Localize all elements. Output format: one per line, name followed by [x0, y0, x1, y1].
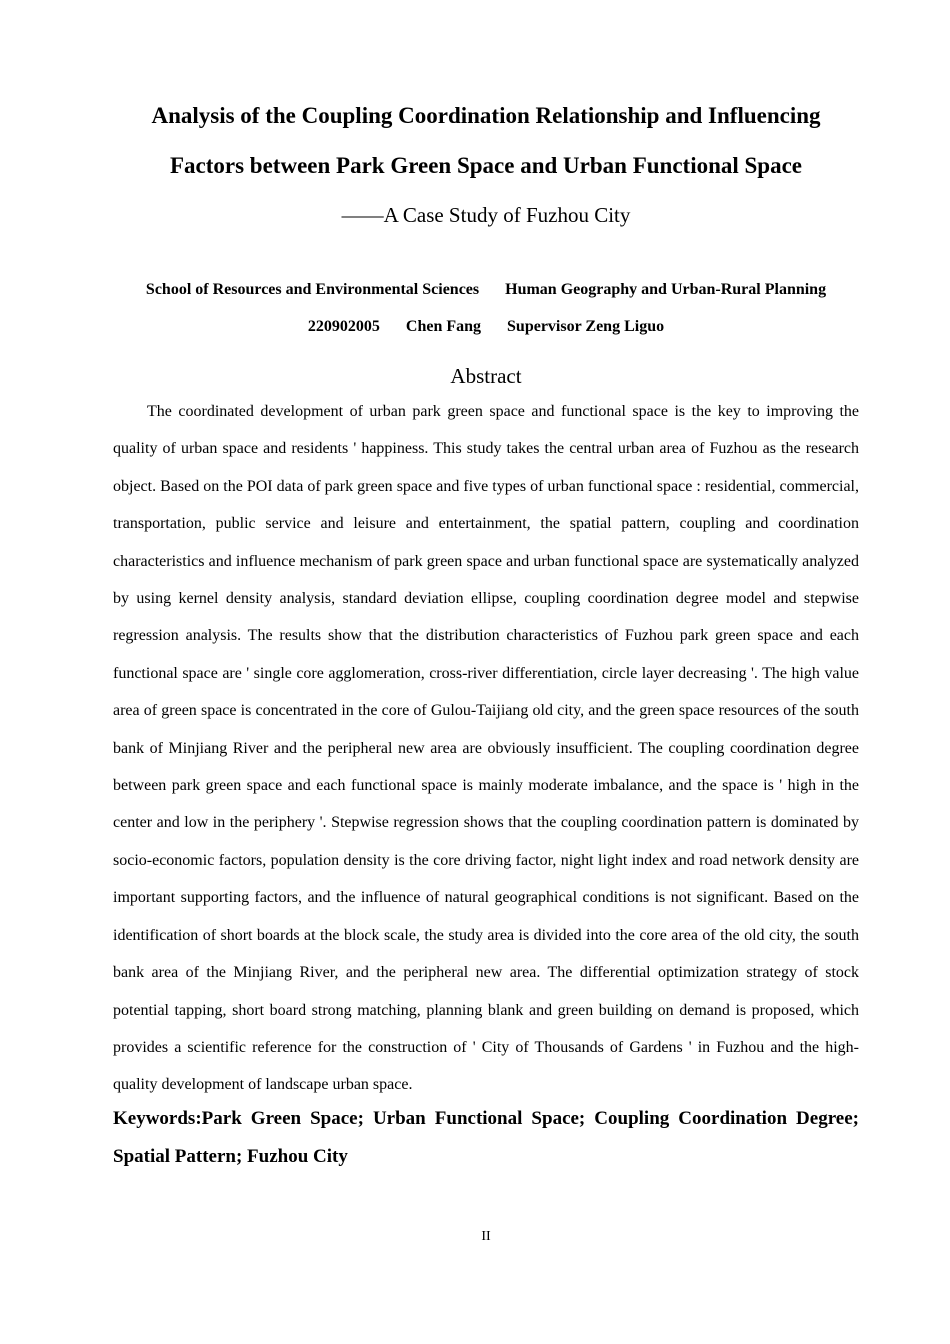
author-info-line-2 [0, 316, 950, 338]
title-line-1: Analysis of the Coupling Coordination Relationship and Influencing [151, 103, 821, 128]
author-info-line-1 [0, 279, 950, 301]
author-name: Chen Fang [405, 318, 482, 335]
school-name: School of Resources and Environmental Sciences [145, 281, 480, 298]
keywords: Keywords:Park Green Space; Urban Functional Space; Coupling Coordination Degree; Spatial Pattern; Fuzhou City [113, 1108, 859, 1167]
page-number: II [481, 1229, 491, 1244]
supervisor-name: Supervisor Zeng Liguo [507, 318, 665, 335]
student-id: 220902005 [307, 318, 380, 335]
abstract-heading: Abstract [450, 364, 522, 388]
abstract-body: The coordinated development of urban park green space and functional space is the key to improving the quality of urban space and residents ' happiness. This study takes the central urban area of Fuzhou as the research object. Based on the POI data of park green space and five types of urban functional space : residential, commercial, transportation, public service and leisure and entertainment, the spatial pattern, coupling and coordination characteristics and influence mechanism of park green space and urban functional space are systematically analyzed by using kernel density analysis, standard deviation ellipse, coupling coordination degree model and stepwise regression analysis. The results show that the distribution characteristics of Fuzhou park green space and each functional space are ' single core agglomeration, cross-river differentiation, circle layer decreasing '. The high value area of green space is concentrated in the core of Gulou-Taijiang old city, and the green space resources of the south bank of Minjiang River and the peripheral new area are obviously insufficient. The coupling coordination degree between park green space and each functional space is mainly moderate imbalance, and the space is ' high in the center and low in the periphery '. Stepwise regression shows that the coupling coordination pattern is dominated by socio-economic factors, population density is the core driving factor, night light index and road network density are important supporting factors, and the influence of natural geographical conditions is not significant. Based on the identification of short boards at the block scale, the study area is divided into the core area of the old city, the south bank area of the Minjiang River, and the peripheral new area. The differential optimization strategy of stock potential tapping, short board strong matching, planning blank and green building on demand is proposed, which provides a scientific reference for the construction of ' City of Thousands of Gardens ' in Fuzhou and the high-quality development of landscape urban space. [113, 403, 859, 1094]
title-line-2: Factors between Park Green Space and Urban Functional Space [169, 153, 803, 178]
major-name: Human Geography and Urban-Rural Planning [505, 281, 827, 298]
subtitle: ——A Case Study of Fuzhou City [341, 203, 631, 227]
